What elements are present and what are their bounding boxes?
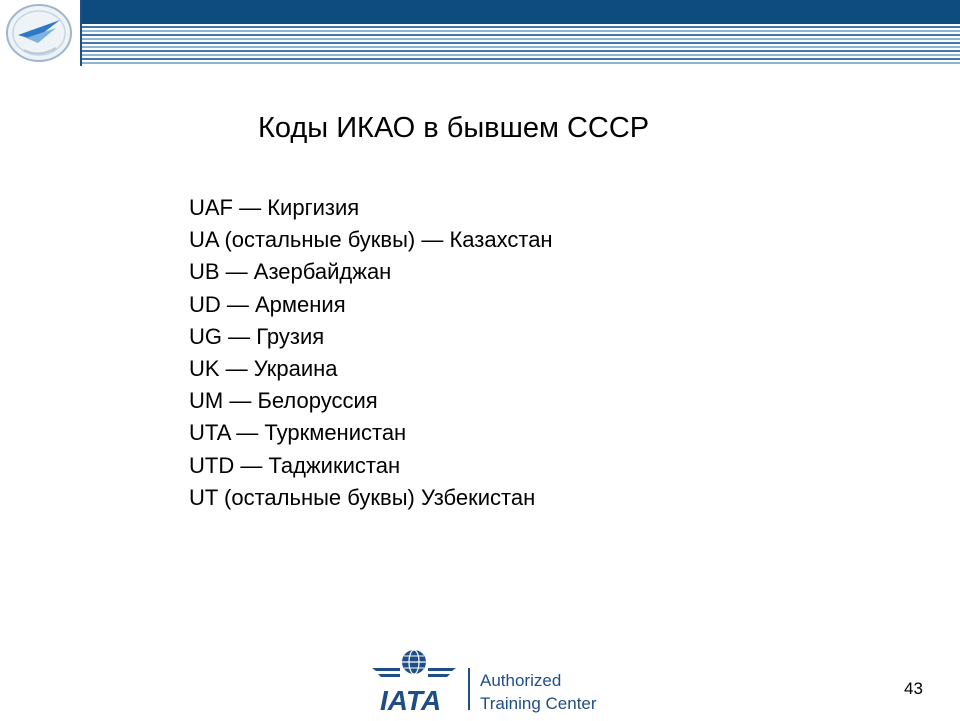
iata-wordmark: IATA — [380, 685, 442, 716]
list-item: UG — Грузия — [189, 323, 325, 349]
aviation-emblem-icon — [4, 2, 74, 64]
list-item: UA (остальные буквы) — Казахстан — [189, 227, 553, 253]
slide-title: Коды ИКАО в бывшем СССР — [258, 112, 650, 144]
header-stripes — [82, 24, 960, 66]
list-item: UT (остальные буквы) Узбекистан — [189, 484, 536, 510]
list-item: UK — Украина — [189, 356, 338, 382]
iata-logo-graphic — [370, 646, 597, 716]
page-number: 43 — [904, 679, 923, 698]
list-item: UB — Азербайджан — [189, 259, 392, 285]
list-item: UD — Армения — [189, 291, 346, 317]
header-band — [82, 0, 960, 24]
list-item: UTA — Туркменистан — [189, 420, 407, 446]
list-item: UAF — Киргизия — [189, 195, 360, 220]
iata-globe-wings-icon — [372, 650, 456, 677]
iata-footer-logo — [370, 646, 597, 716]
tagline-line-1: Authorized — [480, 671, 562, 690]
list-item: UTD — Таджикистан — [189, 452, 401, 478]
icao-code-list — [189, 192, 553, 514]
tagline-line-2: Training Center — [480, 694, 597, 713]
list-item: UM — Белоруссия — [189, 388, 378, 414]
slide-header — [0, 0, 960, 66]
header-logo — [0, 0, 82, 66]
